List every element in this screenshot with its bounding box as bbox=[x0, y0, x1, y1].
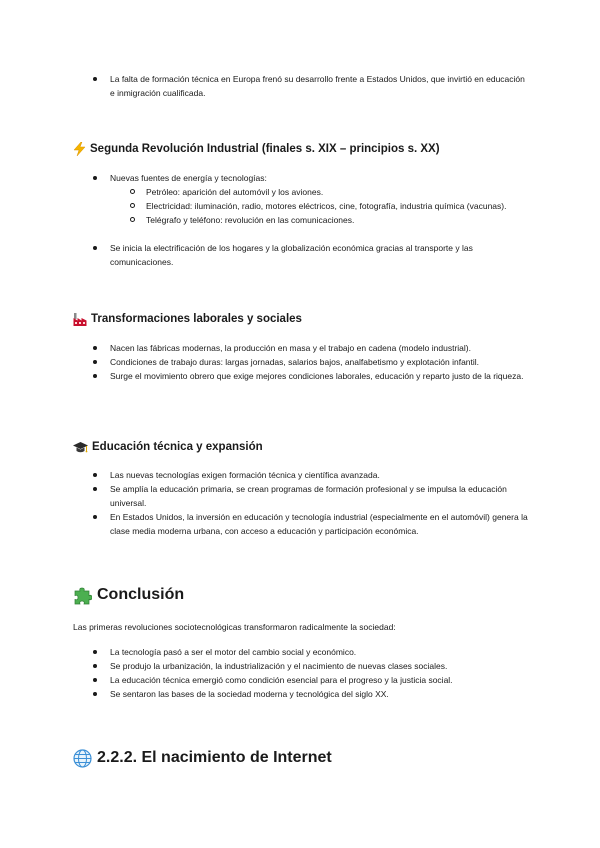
list-item: Nuevas fuentes de energía y tecnologías: bbox=[0, 171, 600, 185]
list-item: En Estados Unidos, la inversión en educación y tecnología industrial (especialmente en el automóvil) genera la clase media moderna urbana, con acceso a educación y participación económica. bbox=[0, 510, 600, 538]
list-item: La falta de formación técnica en Europa frenó su desarrollo frente a Estados Unidos, que invirtió en educación e inmigración cualificada. bbox=[0, 72, 600, 100]
heading-text: Segunda Revolución Industrial (finales s. XIX – principios s. XX) bbox=[90, 143, 440, 155]
conclusion-list bbox=[0, 645, 600, 701]
list-item: La educación técnica emergió como condición esencial para el progreso y la justicia social. bbox=[0, 673, 600, 687]
heading-transformaciones bbox=[73, 311, 302, 327]
segunda-sublist bbox=[0, 185, 600, 227]
globe-icon bbox=[73, 749, 92, 768]
sub-list-item: Petróleo: aparición del automóvil y los aviones. bbox=[0, 185, 600, 199]
list-item: Se amplía la educación primaria, se crean programas de formación profesional y se impulsa la educación universal. bbox=[0, 482, 600, 510]
heading-text: 2.2.2. El nacimiento de Internet bbox=[97, 749, 332, 766]
heading-text: Conclusión bbox=[97, 586, 185, 603]
graduation-cap-icon bbox=[73, 441, 88, 454]
list-item: Surge el movimiento obrero que exige mejores condiciones laborales, educación y reparto justo de la riqueza. bbox=[0, 369, 600, 383]
segunda-list-2 bbox=[0, 241, 600, 269]
list-item: Nacen las fábricas modernas, la producción en masa y el trabajo en cadena (modelo industrial). bbox=[0, 341, 600, 355]
heading-text: Transformaciones laborales y sociales bbox=[91, 313, 302, 325]
list-item: Las nuevas tecnologías exigen formación técnica y científica avanzada. bbox=[0, 468, 600, 482]
lightning-icon bbox=[73, 142, 86, 156]
list-item: Condiciones de trabajo duras: largas jornadas, salarios bajos, analfabetismo y explotación infantil. bbox=[0, 355, 600, 369]
list-item: Se sentaron las bases de la sociedad moderna y tecnológica del siglo XX. bbox=[0, 687, 600, 701]
heading-educacion bbox=[73, 439, 263, 455]
heading-segunda-revolucion bbox=[73, 141, 440, 157]
conclusion-intro: Las primeras revoluciones sociotecnológicas transformaron radicalmente la sociedad: bbox=[73, 622, 396, 632]
segunda-list bbox=[0, 171, 600, 185]
list-item: La tecnología pasó a ser el motor del cambio social y económico. bbox=[0, 645, 600, 659]
intro-list bbox=[0, 72, 600, 100]
sub-list-item: Electricidad: iluminación, radio, motores eléctricos, cine, fotografía, industria química (vacunas). bbox=[0, 199, 600, 213]
list-item: Se produjo la urbanización, la industrialización y el nacimiento de nuevas clases sociales. bbox=[0, 659, 600, 673]
sub-list-item: Telégrafo y teléfono: revolución en las comunicaciones. bbox=[0, 213, 600, 227]
heading-internet bbox=[73, 747, 332, 769]
factory-icon bbox=[73, 312, 87, 326]
educacion-list bbox=[0, 468, 600, 538]
laborales-list bbox=[0, 341, 600, 383]
heading-conclusion bbox=[73, 584, 184, 606]
heading-text: Educación técnica y expansión bbox=[92, 441, 263, 453]
list-item: Se inicia la electrificación de los hogares y la globalización económica gracias al transporte y las comunicaciones. bbox=[0, 241, 600, 269]
puzzle-piece-icon bbox=[73, 586, 92, 605]
